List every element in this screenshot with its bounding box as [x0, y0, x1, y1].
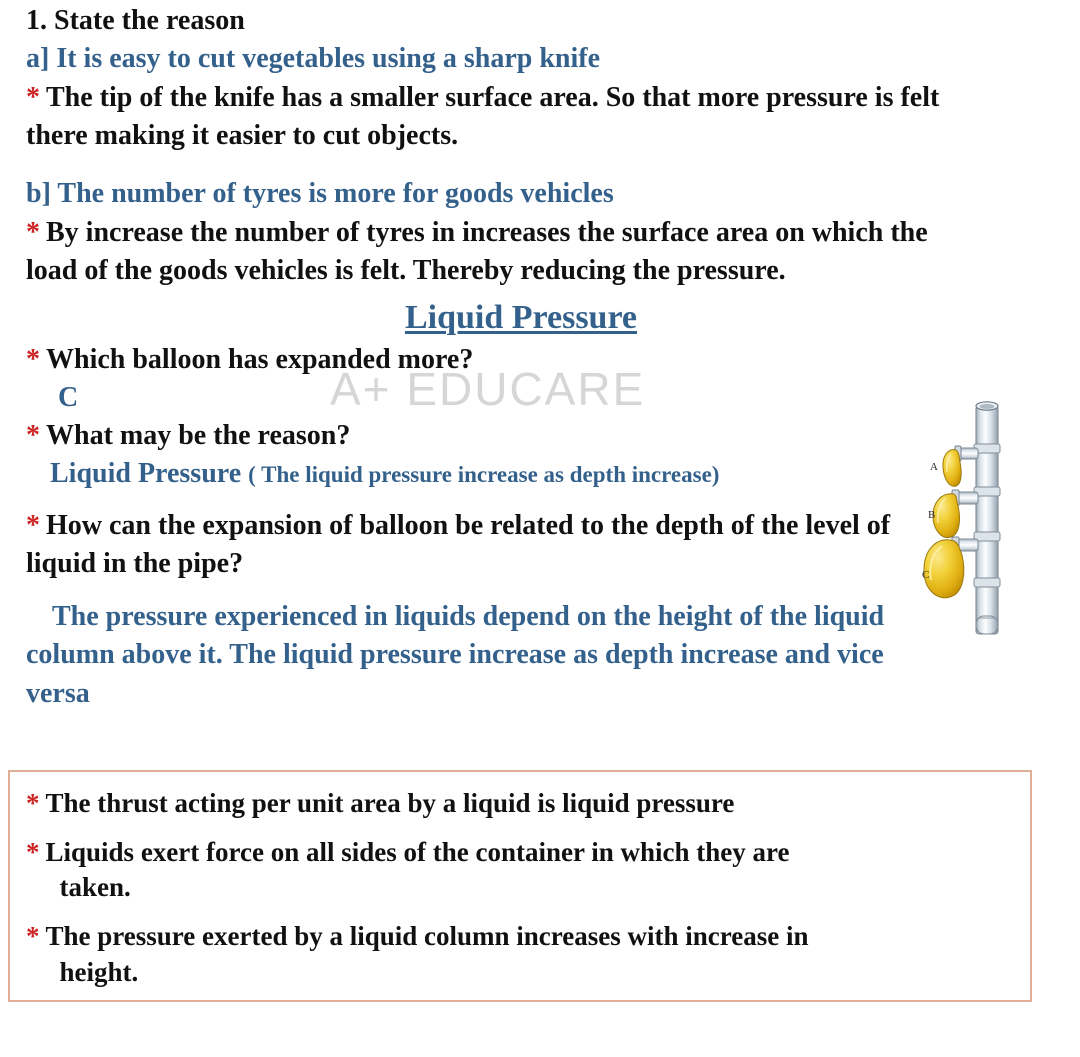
pipe-bottom-cap [976, 616, 998, 634]
fact-text-line2: height. [59, 956, 139, 987]
qa-answer-1: C [58, 381, 79, 413]
qa-question-3-text: How can the expansion of balloon be related to the depth of the level of liquid in the pipe? [26, 509, 891, 580]
bullet-star-icon: * [26, 343, 40, 375]
key-points-box [8, 770, 1032, 1002]
balloon-label-b: B [928, 509, 936, 521]
qa-answer-2-paren: ( The liquid pressure increase as depth increase) [248, 462, 720, 488]
watermark-a-plus-educare: A+ EDUCARE [330, 363, 646, 415]
bullet-star-icon: * [26, 419, 40, 451]
bullet-star-icon: * [26, 836, 40, 867]
fact-item [26, 919, 1012, 990]
fact-text-line1: The pressure exerted by a liquid column increases with increase in [45, 920, 809, 951]
sub-question-b: b] The number of tyres is more for goods vehicles [26, 178, 614, 210]
section-heading-liquid-pressure: Liquid Pressure [404, 298, 638, 336]
pipe-balloon-diagram [918, 392, 1018, 644]
fact-item [26, 835, 1012, 906]
fact-text [46, 835, 1013, 906]
qa-question-1-text: Which balloon has expanded more? [46, 343, 474, 375]
answer-b [26, 214, 961, 291]
fact-item [26, 786, 1012, 822]
pipe-balloon-illustration [918, 392, 1018, 644]
bullet-star-icon: * [26, 920, 40, 951]
fact-text-line2: taken. [59, 872, 131, 903]
bullet-star-icon: * [26, 81, 40, 113]
qa-question-2 [26, 417, 961, 455]
qa-answer-2-main: Liquid Pressure [50, 458, 242, 490]
qa-answer-2 [26, 455, 1000, 493]
fact-text-line1: Liquids exert force on all sides of the container in which they are [45, 836, 790, 867]
balloon-label-a: A [930, 461, 938, 473]
pipe-collar [974, 578, 1000, 587]
sub-question-a: a] It is easy to cut vegetables using a sharp knife [26, 43, 601, 75]
balloon-a [943, 450, 961, 487]
bullet-star-icon: * [26, 216, 40, 248]
question-heading: 1. State the reason [26, 5, 245, 36]
pipe-main-body [976, 406, 998, 634]
answer-a-text: The tip of the knife has a smaller surface area. So that more pressure is felt there making it easier to cut objects. [26, 81, 940, 152]
answer-b-text: By increase the number of tyres in increases the surface area on which the load of the goods vehicles is felt. Thereby reducing the pressure. [26, 216, 928, 287]
qa-answer-3: The pressure experienced in liquids depend on the height of the liquid column above it. The liquid pressure increase as depth increase and vice versa [26, 600, 885, 709]
fact-text [46, 919, 1013, 990]
fact-text: The thrust acting per unit area by a liquid is liquid pressure [45, 788, 735, 818]
bullet-star-icon: * [26, 788, 40, 818]
pipe-top-inner [980, 404, 995, 409]
qa-question-2-text: What may be the reason? [46, 419, 351, 451]
answer-a [26, 79, 961, 156]
balloon-label-c: C [922, 569, 930, 581]
qa-question-1 [26, 341, 961, 379]
bullet-star-icon: * [26, 509, 40, 541]
qa-question-3 [26, 507, 926, 584]
